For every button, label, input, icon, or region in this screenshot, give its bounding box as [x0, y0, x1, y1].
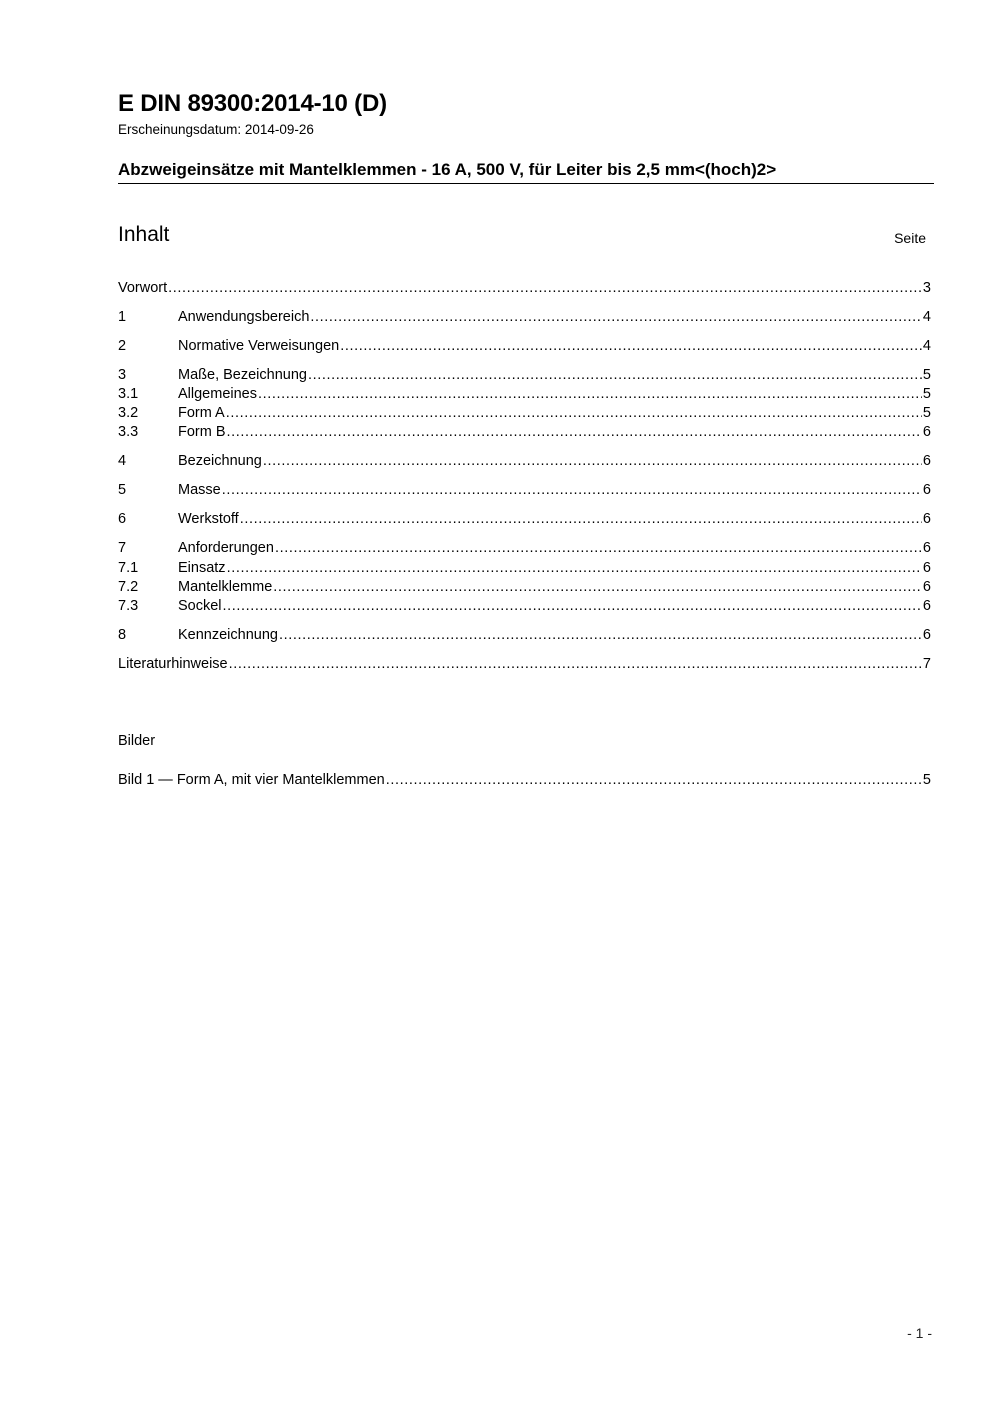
toc-entry-page: 7 — [922, 656, 931, 672]
footer-page-number: - 1 - — [907, 1325, 932, 1341]
figure-entry-page: 5 — [922, 772, 931, 788]
toc-entry-page: 5 — [922, 386, 931, 402]
leader-dots — [279, 626, 922, 645]
leader-dots — [222, 481, 922, 500]
toc-entry-page: 6 — [922, 540, 931, 556]
toc-entry-page: 4 — [922, 309, 931, 325]
toc-entry-6[interactable] — [118, 510, 931, 529]
toc-entry-label: Vorwort — [118, 280, 168, 296]
toc-entry-3[interactable] — [118, 366, 931, 385]
toc-entry-label: Mantelklemme — [178, 579, 273, 595]
leader-dots — [275, 539, 922, 558]
toc-entry-label: Anwendungsbereich — [178, 309, 310, 325]
toc-entry-7-2[interactable] — [118, 578, 931, 597]
leader-dots — [258, 385, 922, 404]
toc-entry-label: Werkstoff — [178, 511, 239, 527]
toc-entry-page: 6 — [922, 453, 931, 469]
toc-entry-label: Form B — [178, 424, 226, 440]
toc-heading: Inhalt — [118, 223, 170, 246]
toc-entry-page: 4 — [922, 338, 931, 354]
toc-entry-3-3[interactable] — [118, 423, 931, 442]
toc-entry-number: 1 — [118, 309, 127, 325]
toc-entry-label: Masse — [178, 482, 221, 498]
toc-entry-page: 6 — [922, 579, 931, 595]
toc-entry-number: 7 — [118, 540, 127, 556]
toc-entry-1[interactable] — [118, 308, 931, 327]
leader-dots — [227, 423, 922, 442]
toc-entry-number: 8 — [118, 627, 127, 643]
toc-entry-8[interactable] — [118, 626, 931, 645]
toc-entry-number: 6 — [118, 511, 127, 527]
leader-dots — [273, 578, 922, 597]
toc-entry-label: Literaturhinweise — [118, 656, 228, 672]
leader-dots — [340, 337, 922, 356]
toc-entry-label: Maße, Bezeichnung — [178, 367, 307, 383]
toc-entry-label: Form A — [178, 405, 225, 421]
toc-entry-number: 3.1 — [118, 386, 139, 402]
toc-entry-page: 6 — [922, 511, 931, 527]
leader-dots — [240, 510, 922, 529]
toc-entry-number: 3 — [118, 367, 127, 383]
toc-entry-number: 7.1 — [118, 560, 139, 576]
toc-entry-label: Allgemeines — [178, 386, 257, 402]
toc-entry-number: 4 — [118, 453, 127, 469]
figures-heading: Bilder — [118, 733, 156, 749]
toc-entry-label: Normative Verweisungen — [178, 338, 340, 354]
toc-entry-vorwort[interactable] — [118, 279, 931, 298]
toc-entry-7-3[interactable] — [118, 597, 931, 616]
toc-entry-3-1[interactable] — [118, 385, 931, 404]
toc-entry-number: 2 — [118, 338, 127, 354]
title-divider — [118, 183, 934, 184]
leader-dots — [310, 308, 922, 327]
toc-entry-page: 6 — [922, 424, 931, 440]
leader-dots — [168, 279, 922, 298]
document-id: E DIN 89300:2014-10 (D) — [118, 90, 387, 117]
toc-entry-page: 6 — [922, 560, 931, 576]
toc-entry-page: 3 — [922, 280, 931, 296]
page-column-label: Seite — [894, 230, 926, 246]
leader-dots — [223, 597, 922, 616]
leader-dots — [308, 366, 922, 385]
toc-entry-literaturhinweise[interactable] — [118, 655, 931, 674]
document-title: Abzweigeinsätze mit Mantelklemmen - 16 A, 500 V, für Leiter bis 2,5 mm<(hoch)2> — [118, 160, 777, 179]
figure-entry-label: Bild 1 — Form A, mit vier Mantelklemmen — [118, 772, 385, 788]
leader-dots — [229, 655, 922, 674]
toc-entry-7-1[interactable] — [118, 559, 931, 578]
toc-entry-page: 5 — [922, 405, 931, 421]
leader-dots — [386, 771, 922, 790]
toc-entry-page: 6 — [922, 627, 931, 643]
toc-entry-7[interactable] — [118, 539, 931, 558]
toc-entry-number: 7.2 — [118, 579, 139, 595]
toc-entry-label: Einsatz — [178, 560, 226, 576]
leader-dots — [227, 559, 922, 578]
toc-entry-number: 7.3 — [118, 598, 139, 614]
leader-dots — [226, 404, 922, 423]
toc-entry-number: 5 — [118, 482, 127, 498]
toc-entry-number: 3.3 — [118, 424, 139, 440]
toc-entry-4[interactable] — [118, 452, 931, 471]
toc-entry-page: 6 — [922, 598, 931, 614]
toc-entry-number: 3.2 — [118, 405, 139, 421]
toc-entry-page: 6 — [922, 482, 931, 498]
toc-entry-5[interactable] — [118, 481, 931, 500]
toc-entry-label: Kennzeichnung — [178, 627, 278, 643]
figure-entry-1[interactable] — [118, 771, 931, 790]
toc-entry-2[interactable] — [118, 337, 931, 356]
toc-entry-label: Anforderungen — [178, 540, 274, 556]
leader-dots — [263, 452, 922, 471]
toc-entry-label: Bezeichnung — [178, 453, 262, 469]
publication-date: Erscheinungsdatum: 2014-09-26 — [118, 122, 314, 137]
toc-entry-label: Sockel — [178, 598, 222, 614]
toc-entry-page: 5 — [922, 367, 931, 383]
toc-entry-3-2[interactable] — [118, 404, 931, 423]
